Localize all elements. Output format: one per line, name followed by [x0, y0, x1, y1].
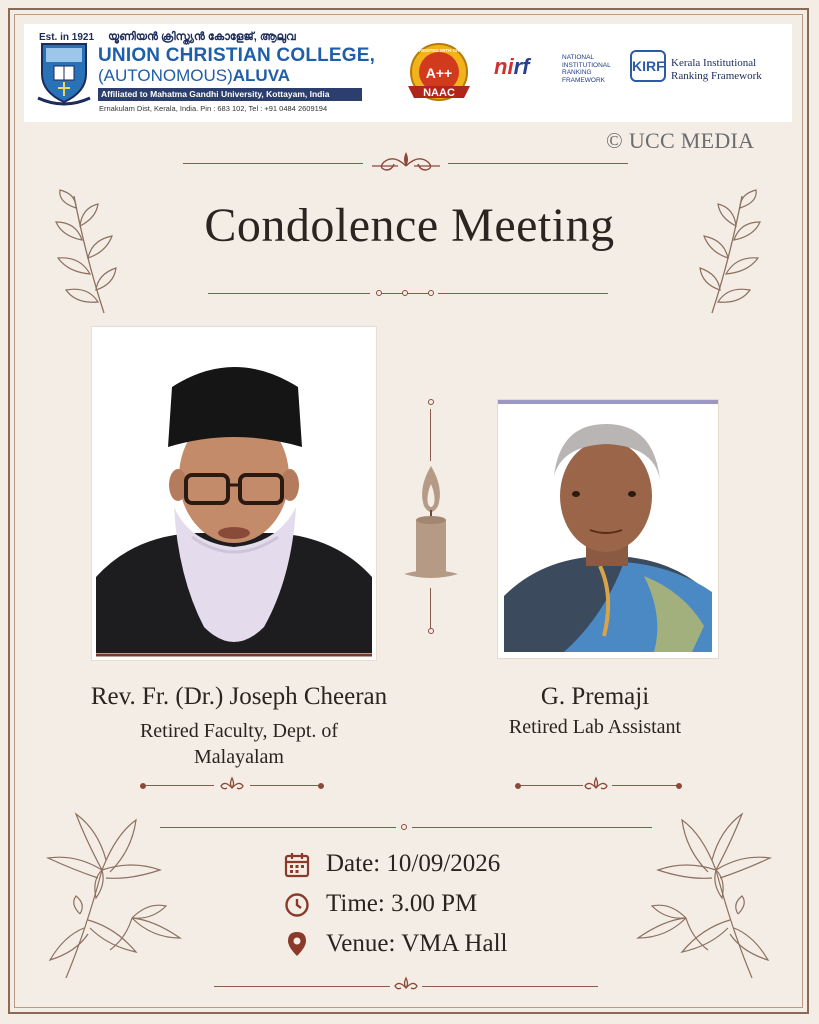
location-text: ALUVA	[232, 66, 291, 85]
candle-top-dot	[428, 399, 434, 405]
nirf-line1: NATIONAL	[562, 54, 595, 61]
person-1-role	[72, 718, 406, 770]
college-crest-icon	[36, 40, 92, 108]
rule-dot	[140, 783, 146, 789]
naac-label-text: NAAC	[423, 87, 455, 99]
person-1-name: Rev. Fr. (Dr.) Joseph Cheeran	[90, 683, 388, 710]
college-name-malayalam: യൂണിയൻ ക്രിസ്ത്യൻ കോളേജ്, ആലുവ	[108, 31, 296, 43]
college-header	[24, 24, 792, 122]
candle-icon	[400, 462, 462, 584]
flourish-icon	[368, 148, 444, 176]
rule-dot	[428, 290, 434, 296]
lily-left-icon	[36, 810, 186, 980]
top-rule-left	[183, 163, 363, 164]
clock-icon	[284, 892, 310, 918]
name-rule-left-1	[146, 785, 214, 786]
photo-topbar	[498, 400, 718, 404]
kirf-line1: Kerala Institutional	[671, 57, 757, 69]
rule-dot	[318, 783, 324, 789]
rule-dot	[376, 290, 382, 296]
rule-dot	[676, 783, 682, 789]
autonomous-label	[98, 66, 290, 86]
person-1-role-line1: Retired Faculty, Dept. of	[139, 720, 339, 742]
nirf-wordmark	[494, 54, 529, 80]
rule-dot	[402, 290, 408, 296]
kirf-logo-icon: KIRF	[630, 50, 666, 82]
top-rule-right	[448, 163, 628, 164]
naac-grade-text: A++	[425, 65, 453, 81]
portrait-photo-2	[498, 400, 718, 658]
kirf-text	[671, 57, 762, 83]
bottom-rule-left	[214, 986, 390, 987]
naac-ring-text: ACCREDITED WITH GRADE	[409, 48, 469, 53]
rule-dot	[515, 783, 521, 789]
portrait-photo-1	[92, 327, 376, 660]
autonomous-text: (AUTONOMOUS)	[98, 66, 233, 85]
nirf-line2: INSTITUTIONAL	[562, 61, 611, 69]
kirf-line2: Ranking Framework	[671, 70, 762, 82]
page-title: Condolence Meeting	[204, 199, 615, 252]
naac-badge-icon	[404, 40, 474, 110]
nirf-wordmark-r: rf	[513, 54, 530, 79]
location-pin-icon	[284, 931, 310, 957]
event-date: Date: 10/09/2026	[326, 850, 501, 877]
person-1-role-line2: Malayalam	[194, 746, 284, 768]
details-rule-right	[412, 827, 652, 828]
college-name: UNION CHRISTIAN COLLEGE,	[98, 45, 376, 66]
candle-bottom-dot	[428, 628, 434, 634]
person-2-role-line1: Retired Lab Assistant	[508, 716, 682, 738]
calendar-icon	[284, 852, 310, 878]
nirf-subtitle	[562, 54, 611, 84]
person-2-name: G. Premaji	[540, 683, 650, 710]
event-time: Time: 3.00 PM	[326, 890, 478, 917]
nirf-wordmark-n: ni	[494, 54, 514, 79]
event-venue: Venue: VMA Hall	[326, 930, 508, 957]
name-rule-right-2	[612, 785, 678, 786]
nirf-line3: RANKING	[562, 69, 592, 76]
ucc-media-credit: © UCC MEDIA	[606, 128, 755, 153]
candle-line-top	[430, 409, 431, 461]
flourish-small-icon	[219, 776, 245, 794]
title-rule-right	[438, 293, 608, 294]
name-rule-right-1	[250, 785, 320, 786]
bottom-rule-right	[422, 986, 598, 987]
candle-line-bottom	[430, 588, 431, 628]
portrait-image-1	[92, 327, 376, 660]
flourish-small-icon	[393, 976, 419, 994]
person-2-role	[470, 714, 720, 740]
established-year: Est. in 1921	[39, 32, 95, 43]
affiliation-banner: Affiliated to Mahatma Gandhi University, Kottayam, India	[98, 88, 362, 101]
name-rule-left-2	[521, 785, 583, 786]
flourish-small-icon	[583, 776, 609, 794]
nirf-line4: FRAMEWORK	[562, 76, 605, 84]
lily-right-icon	[632, 810, 782, 980]
nirf-logo	[494, 54, 611, 84]
college-address: Ernakulam Dist, Kerala, India. Pin : 683 102, Tel : +91 0484 2609194	[99, 104, 328, 113]
title-rule-left	[208, 293, 370, 294]
details-rule-left	[160, 827, 396, 828]
rule-dot	[401, 824, 407, 830]
portrait-image-2	[504, 406, 712, 652]
